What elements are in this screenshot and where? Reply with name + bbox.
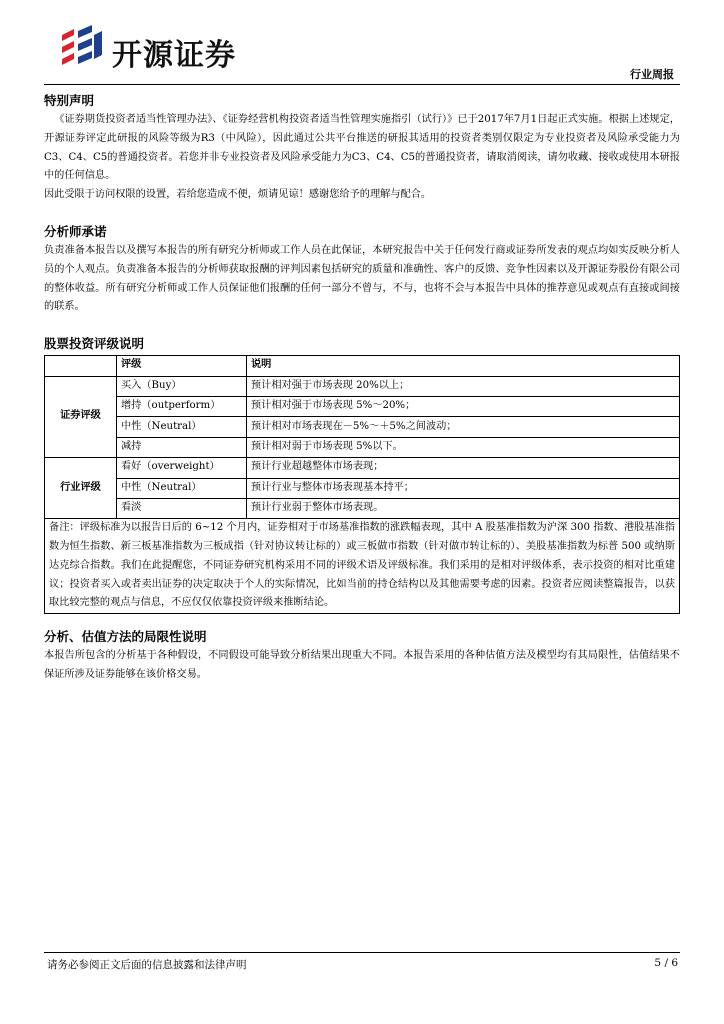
description-cell: 预计行业弱于整体市场表现。 — [247, 498, 680, 518]
kaiyuan-logo-icon — [58, 25, 104, 71]
rating-cell: 中性（Neutral） — [117, 478, 247, 498]
special-statement-closing: 因此受限于访问权限的设置，若给您造成不便，烦请见谅！感谢您给予的理解与配合。 — [44, 189, 432, 201]
description-cell: 预计相对市场表现在－5%～＋5%之间波动； — [247, 417, 680, 437]
rating-cell: 看淡 — [117, 498, 247, 518]
footer-disclaimer: 请务必参阅正文后面的信息披露和法律声明 — [47, 959, 247, 971]
industry-rating-category: 行业评级 — [45, 458, 117, 519]
stock-rating-category: 证券评级 — [45, 376, 117, 458]
rating-cell: 增持（outperform） — [117, 396, 247, 416]
analyst-commitment-paragraph: 负责准备本报告以及撰写本报告的所有研究分析师或工作人员在此保证，本研究报告中关于任何发行商或证券所发表的观点均如实反映分析人员的个人观点。负责准备本报告的分析师获取报酬的评判因素包括研究的质量和准确性、客户的反馈、竞争性因素以及开源证券股份有限公司的整体收益。所有研究分析师或工作人员保证他们报酬的任何一部分不曾与，不与，也将不会与本报告中具体的推荐意见或观点有直接或间接的联系。 — [44, 244, 680, 313]
brand-name: 开源证券 — [112, 38, 236, 73]
table-row — [45, 396, 680, 416]
footer-divider — [44, 952, 680, 953]
method-limitation-paragraph: 本报告所包含的分析基于各种假设，不同假设可能导致分析结果出现重大不同。本报告采用的各种估值方法及模型均有其局限性，估值结果不保证所涉及证券能够在该价格交易。 — [44, 650, 680, 681]
table-note-row — [45, 519, 680, 614]
special-statement-paragraph: 《证券期货投资者适当性管理办法》、《证券经营机构投资者适当性管理实施指引（试行）》已于2017年7月1日起正式实施。根据上述规定，开源证券评定此研报的风险等级为R3（中风险），因此通过公共平台推送的研报其适用的投资者类别仅限定为专业投资者及风险承受能力为C3、C4、C5的普通投资者。若您并非专业投资者及风险承受能力为C3、C4、C5的普通投资者，请取消阅读，请勿收藏、接收或使用本研报中的任何信息。 — [44, 114, 680, 182]
table-row — [45, 376, 680, 396]
table-row — [45, 458, 680, 478]
table-row — [45, 437, 680, 457]
col-header-rating: 评级 — [117, 356, 247, 376]
description-cell: 预计行业超越整体市场表现； — [247, 458, 680, 478]
description-cell: 预计相对强于市场表现 5%～20%； — [247, 396, 680, 416]
rating-cell: 看好（overweight） — [117, 458, 247, 478]
rating-cell: 买入（Buy） — [117, 376, 247, 396]
table-row — [45, 478, 680, 498]
description-cell: 预计相对弱于市场表现 5%以下。 — [247, 437, 680, 457]
table-header-row — [45, 356, 680, 376]
rating-cell: 减持 — [117, 437, 247, 457]
rating-title: 股票投资评级说明 — [44, 336, 145, 352]
rating-note: 备注：评级标准为以报告日后的 6~12 个月内，证券相对于市场基准指数的涨跌幅表现，其中 A 股基准指数为沪深 300 指数、港股基准指数为恒生指数、新三板基准指数为三板成指（针对协议转让标的）或三板做市指数（针对做市转让标的）、美股基准指数为标普 500 或纳斯达克综合指数。我们在此提醒您，不同证券研究机构采用不同的评级术语及评级标准。我们采用的是相对评级体系，表示投资的相对比重建议；投资者买入或者卖出证券的决定取决于个人的实际情况，比如当前的持仓结构以及其他需要考虑的因素。投资者应阅读整篇报告，以获取比较完整的观点与信息，不应仅仅依靠投资评级来推断结论。 — [45, 519, 680, 614]
special-statement-title: 特别声明 — [44, 93, 95, 108]
description-cell: 预计相对强于市场表现 20%以上； — [247, 376, 680, 396]
analyst-commitment-title: 分析师承诺 — [44, 223, 107, 239]
rating-cell: 中性（Neutral） — [117, 417, 247, 437]
method-limitation-title: 分析、估值方法的局限性说明 — [44, 629, 207, 645]
col-header-description: 说明 — [247, 356, 680, 376]
page-number: 5 / 6 — [654, 957, 678, 969]
table-row — [45, 417, 680, 437]
page-content — [44, 91, 680, 685]
description-cell: 预计行业与整体市场表现基本持平； — [247, 478, 680, 498]
rating-table — [44, 355, 680, 614]
report-type-label: 行业周报 — [630, 68, 674, 81]
table-row — [45, 498, 680, 518]
header-divider — [44, 84, 680, 85]
page-header — [44, 22, 680, 82]
